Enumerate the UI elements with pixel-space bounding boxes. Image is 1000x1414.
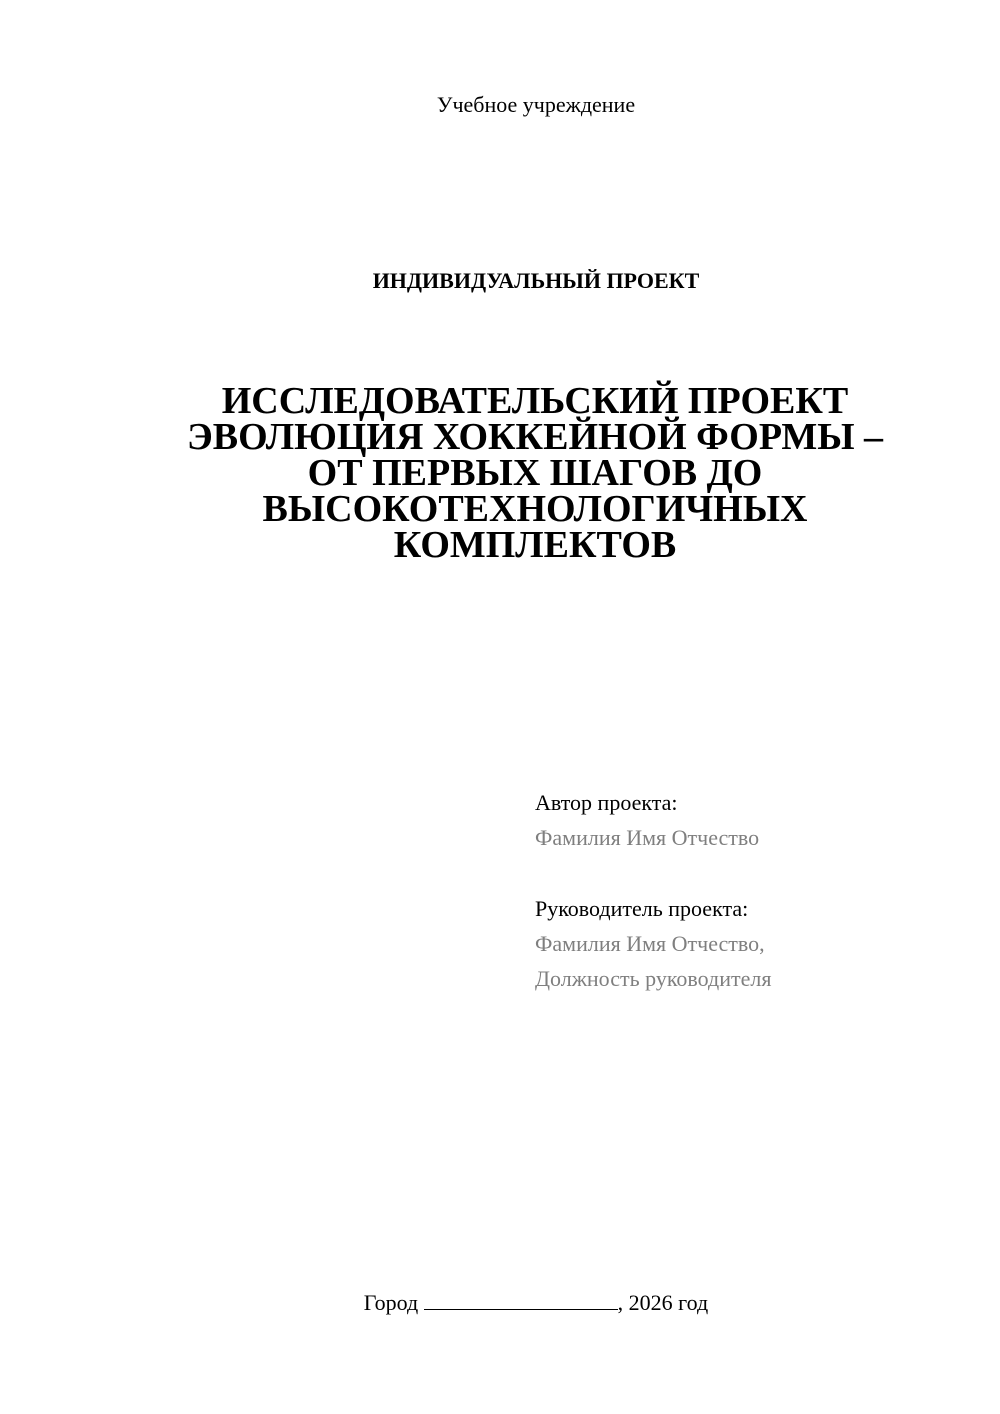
year-text: , 2026 год	[617, 1290, 709, 1315]
author-label: Автор проекта:	[535, 790, 678, 815]
project-title-line: ЭВОЛЮЦИЯ ХОККЕЙНОЙ ФОРМЫ –	[186, 416, 884, 458]
supervisor-label: Руководитель проекта:	[535, 896, 749, 921]
institution-name: Учебное учреждение	[436, 92, 636, 117]
city-year-line	[0, 1288, 1000, 1318]
project-title-line: ИССЛЕДОВАТЕЛЬСКИЙ ПРОЕКТ	[221, 380, 849, 422]
author-name-placeholder: Фамилия Имя Отчество	[535, 825, 760, 850]
supervisor-name-placeholder: Фамилия Имя Отчество,	[535, 931, 765, 956]
project-title	[150, 380, 920, 566]
city-label: Город	[363, 1290, 419, 1315]
city-blank-line	[424, 1291, 618, 1310]
project-title-line: ОТ ПЕРВЫХ ШАГОВ ДО	[307, 452, 763, 494]
supervisor-position-placeholder: Должность руководителя	[535, 966, 772, 991]
author-block	[535, 785, 975, 855]
project-title-line: КОМПЛЕКТОВ	[393, 524, 677, 566]
project-title-line: ВЫСОКОТЕХНОЛОГИЧНЫХ	[262, 488, 808, 530]
project-type-heading: ИНДИВИДУАЛЬНЫЙ ПРОЕКТ	[372, 268, 700, 293]
supervisor-block	[535, 891, 975, 996]
